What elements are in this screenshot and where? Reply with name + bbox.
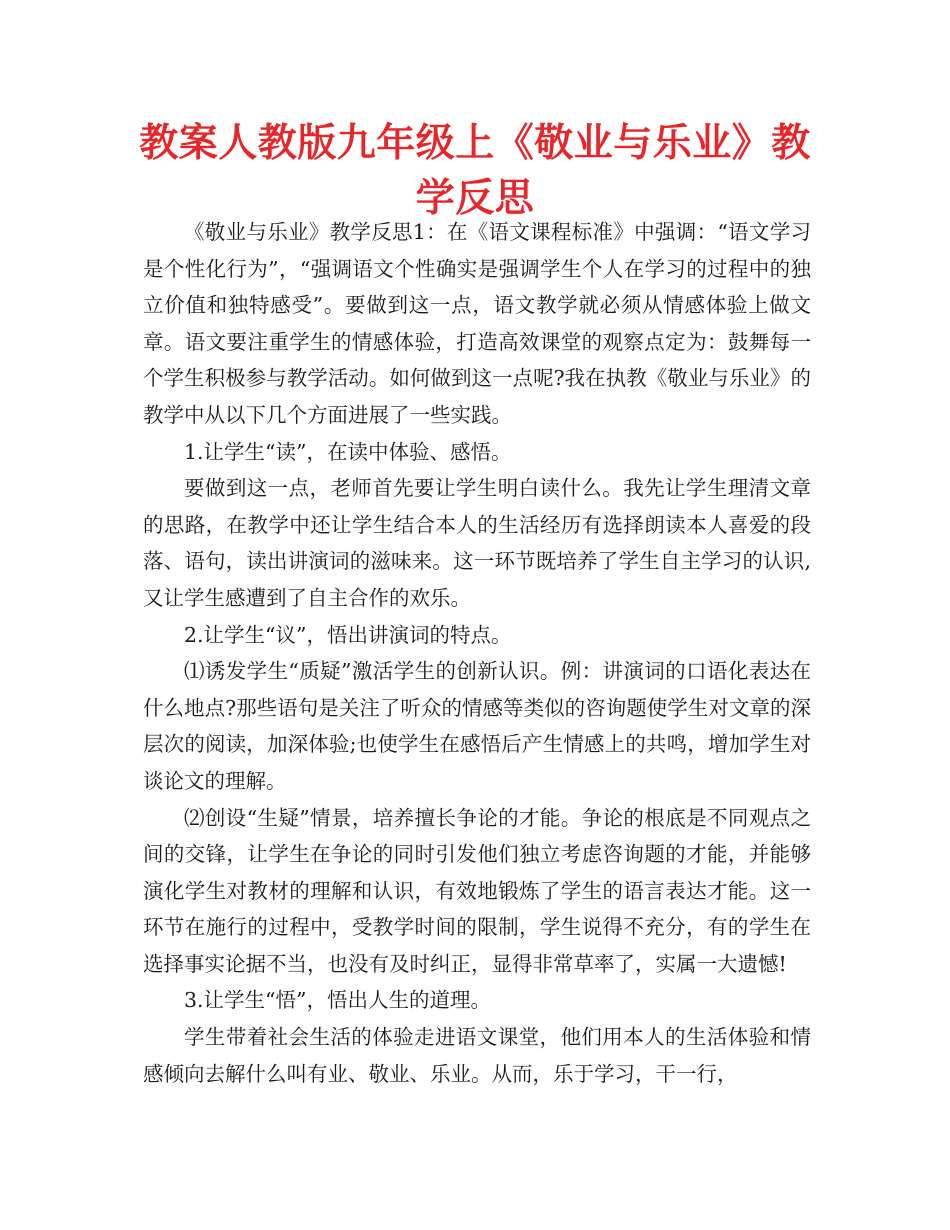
- paragraph-life-experience: 学生带着社会生活的体验走进语文课堂，他们用本人的生活体验和情感倾向去解什么叫有业、敬业、乐业。从而，乐于学习，干一行，: [143, 1025, 811, 1086]
- document-body: [143, 214, 811, 1092]
- paragraph-question: ⑴诱发学生“质疑”激活学生的创新认识。例：讲演词的口语化表达在什么地点?那些语句是关注了听众的情感等类似的咨询题使学生对文章的深层次的阅读，加深体验;也使学生在感悟后产生情感上的共鸣，增加学生对谈论文的理解。: [143, 659, 811, 793]
- document-title: 教案人教版九年级上《敬业与乐业》教学反思: [139, 121, 811, 221]
- paragraph-intro: 《敬业与乐业》教学反思1：在《语文课程标准》中强调：“语文学习是个性化行为”，“强调语文个性确实是强调学生个人在学习的过程中的独立价值和独特感受”。要做到这一点，语文教学就必须从情感体验上做文章。语文要注重学生的情感体验，打造高效课堂的观察点定为：鼓舞每一个学生积极参与教学活动。如何做到这一点呢?我在执教《敬业与乐业》的教学中从以下几个方面进展了一些实践。: [143, 220, 811, 427]
- paragraph-heading-understand: 3.让学生“悟”，悟出人生的道理。: [184, 988, 492, 1013]
- paragraph-heading-read: 1.让学生“读”，在读中体验、感悟。: [184, 439, 512, 464]
- paragraph-heading-discuss: 2.让学生“议”，悟出讲演词的特点。: [184, 622, 512, 647]
- paragraph-debate: ⑵创设“生疑”情景，培养擅长争论的才能。争论的根底是不同观点之间的交锋，让学生在争论的同时引发他们独立考虑咨询题的才能，并能够演化学生对教材的理解和认识，有效地锻炼了学生的语言表达才能。这一环节在施行的过程中，受教学时间的限制，学生说得不充分，有的学生在选择事实论据不当，也没有及时纠正，显得非常草率了，实属一大遗憾!: [143, 805, 811, 976]
- paragraph-read-detail: 要做到这一点，老师首先要让学生明白读什么。我先让学生理清文章的思路，在教学中还让学生结合本人的生活经历有选择朗读本人喜爱的段落、语句，读出讲演词的滋味来。这一环节既培养了学生自主学习的认识,又让学生感遭到了自主合作的欢乐。: [143, 476, 811, 610]
